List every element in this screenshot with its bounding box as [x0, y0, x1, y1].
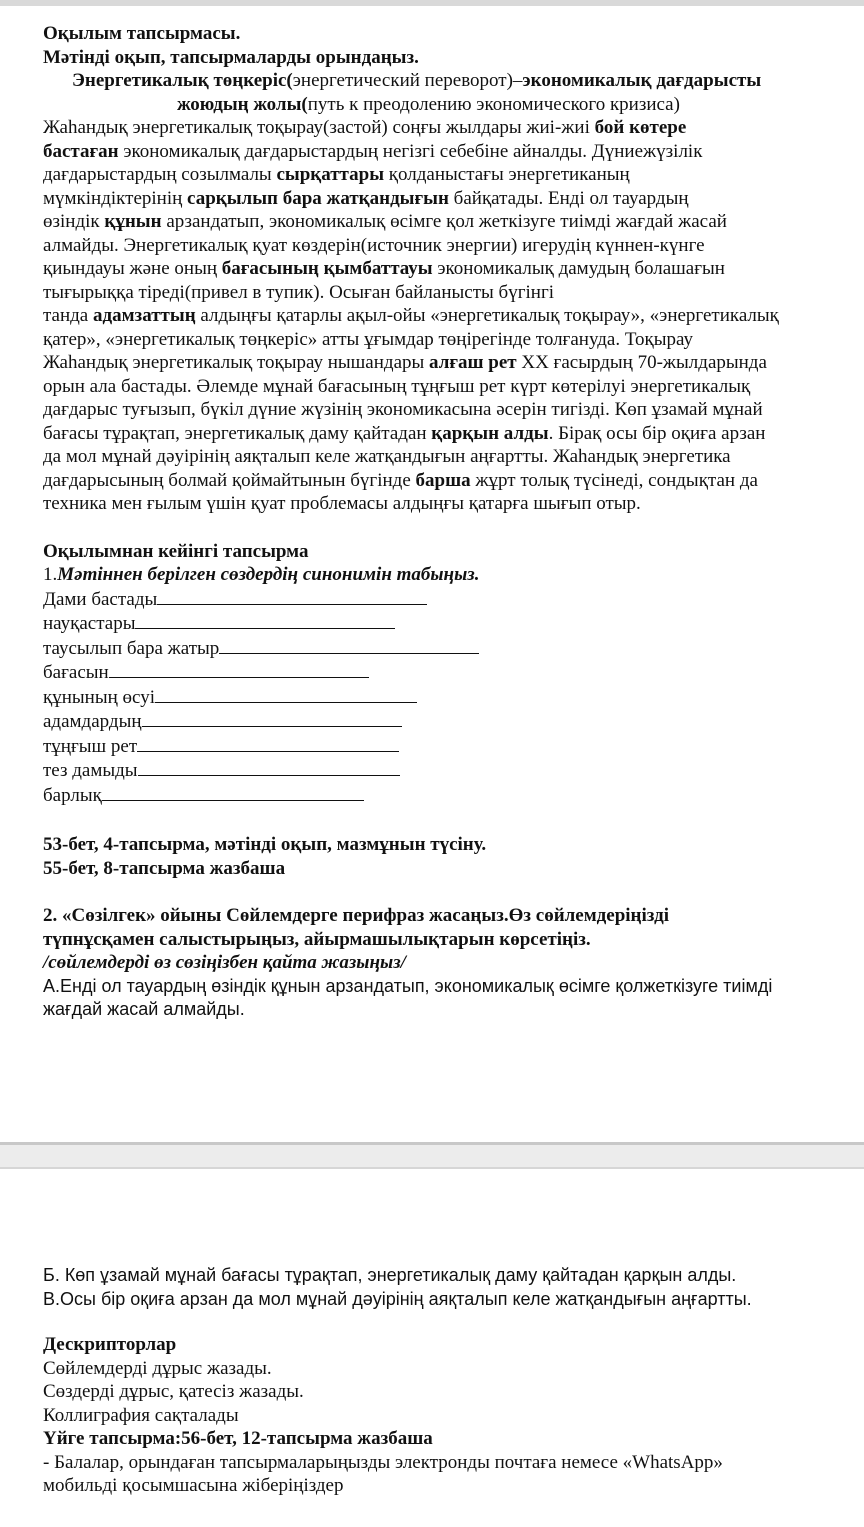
- synonym-word: барлық: [43, 784, 102, 806]
- descriptors-title: Дескрипторлар: [43, 1334, 177, 1355]
- answer-blank[interactable]: [102, 783, 364, 801]
- highlighted-word: алғаш рет: [429, 352, 517, 373]
- paragraph-text: арзандатып, экономикалық өсімге қол жеткізуге тиімді жағдай жасай: [161, 211, 727, 232]
- synonym-item: [43, 783, 864, 808]
- sentence-a-line-2: жағдай жасай алмайды.: [43, 999, 245, 1019]
- text-heading-line-2: [43, 93, 864, 117]
- highlighted-word: барша: [415, 469, 471, 491]
- highlighted-word: бағасының қымбаттауы: [221, 258, 433, 279]
- highlighted-word: сарқылып бара жатқандығын: [187, 187, 449, 209]
- paragraph-line: [43, 375, 864, 399]
- answer-blank[interactable]: [137, 734, 399, 752]
- paragraph-text: қиындауы және оның: [43, 258, 222, 279]
- paragraph-line: [43, 398, 864, 422]
- paragraph-line: [43, 469, 864, 493]
- paragraph-text: экономикалық дағдарыстардың негізгі себебіне айналды. Дүниежүзілік: [118, 140, 703, 162]
- send-instruction-line-1: - Балалар, орындаған тапсырмаларыңызды электронды почтаға немесе «WhatsApp»: [43, 1451, 723, 1473]
- paragraph-text: орын ала бастады. Әлемде мұнай бағасының тұңғыш рет күрт көтерілуі энергетикалық: [43, 375, 751, 397]
- paragraph-text: қолданыстағы энергетиканың: [384, 164, 630, 185]
- highlighted-word: құнын: [104, 211, 162, 232]
- synonym-item: [43, 611, 864, 636]
- task-2-line-1: 2. «Сөзілгек» ойыны Сөйлемдерге перифраз жасаңыз.Өз сөйлемдеріңізді: [43, 905, 669, 926]
- synonym-word: Дами бастады: [43, 588, 158, 610]
- paragraph-text: танда: [43, 305, 93, 326]
- homework-line-1: 53-бет, 4-тапсырма, мәтінді оқып, мазмұнын түсіну.: [43, 834, 487, 855]
- paragraph-line: [43, 116, 864, 140]
- paragraph-text: Жаһандық энергетикалық тоқырау нышандары: [43, 352, 430, 373]
- paragraph-text: өзіндік: [43, 211, 105, 232]
- paragraph-line: [43, 445, 864, 469]
- paragraph-text: Жаһандық энергетикалық тоқырау(застой) соңғы жылдары жиі-жиі: [43, 117, 595, 138]
- paragraph-text: дағдарыстардың созылмалы: [43, 164, 277, 185]
- descriptor-item: Сөздерді дұрыс, қатесіз жазады.: [43, 1381, 304, 1402]
- homework-title: Үйге тапсырма:56-бет, 12-тапсырма жазбаша: [43, 1428, 433, 1449]
- heading-part: путь к преодолению экономического кризиса): [307, 93, 680, 115]
- sentence-a-line-1: А.Енді ол тауардың өзіндік құнын арзандатып, экономикалық өсімге қолжеткізуге тиімді: [43, 975, 773, 996]
- highlighted-word: бой көтере: [594, 117, 687, 138]
- synonym-word: адамдардың: [43, 711, 142, 732]
- page-2-content: [43, 1264, 864, 1498]
- answer-blank[interactable]: [109, 660, 369, 678]
- paragraph-line: [43, 492, 864, 516]
- reading-paragraph: [43, 116, 864, 516]
- task-1-text: Мәтіннен берілген сөздердің синонимін табыңыз.: [57, 564, 480, 585]
- synonym-word: тез дамыды: [43, 760, 138, 781]
- synonym-item: [43, 685, 864, 710]
- synonym-word: тұңғыш рет: [43, 735, 138, 757]
- paragraph-line: [43, 187, 864, 211]
- paragraph-line: [43, 140, 864, 164]
- descriptor-item: Сөйлемдерді дұрыс жазады.: [43, 1357, 272, 1379]
- heading-part: экономикалық дағдарысты: [522, 70, 762, 91]
- answer-blank[interactable]: [142, 709, 402, 727]
- task-1-prompt: [43, 563, 864, 587]
- synonym-word: бағасын: [43, 662, 109, 683]
- paragraph-text: мүмкіндіктерінің: [43, 187, 188, 209]
- document-page-2: [0, 1166, 864, 1527]
- heading-part: энергетический переворот)–: [292, 70, 523, 91]
- post-reading-title: Оқылымнан кейінгі тапсырма: [43, 540, 309, 562]
- task-2-note: /сөйлемдерді өз сөзіңізбен қайта жазыңыз/: [43, 952, 406, 973]
- paragraph-line: [43, 163, 864, 187]
- synonym-word-list: [43, 587, 864, 808]
- paragraph-text: дағдарысының болмай қоймайтынын бүгінде: [43, 469, 416, 491]
- paragraph-text: ХХ ғасырдың 70-жылдарында: [516, 352, 767, 373]
- answer-blank[interactable]: [138, 758, 400, 776]
- paragraph-line: [43, 422, 864, 446]
- paragraph-line: [43, 257, 864, 281]
- synonym-item: [43, 758, 864, 783]
- highlighted-word: бастаған: [43, 140, 119, 162]
- synonym-item: [43, 587, 864, 612]
- paragraph-line: [43, 281, 864, 305]
- paragraph-text: дағдарыс туғызып, бүкіл дүние жүзінің экономикасына әсерін тигізді. Көп ұзамай мұнай: [43, 399, 763, 420]
- paragraph-line: [43, 210, 864, 234]
- synonym-item: [43, 709, 864, 734]
- homework-line-2: 55-бет, 8-тапсырма жазбаша: [43, 857, 286, 879]
- task-title: Оқылым тапсырмасы.: [43, 23, 241, 44]
- answer-blank[interactable]: [135, 611, 395, 629]
- paragraph-text: экономикалық дамудың болашағын: [432, 258, 725, 279]
- paragraph-text: жұрт толық түсінеді, сондықтан да: [470, 469, 758, 491]
- synonym-word: науқастары: [43, 613, 136, 634]
- paragraph-text: алдыңғы қатарлы ақыл-ойы «энергетикалық тоқырау», «энергетикалық: [195, 305, 779, 326]
- paragraph-line: [43, 234, 864, 258]
- highlighted-word: қарқын алды: [431, 422, 549, 444]
- send-instruction-line-2: мобильді қосымшасына жіберіңіздер: [43, 1475, 344, 1496]
- heading-part: Энергетикалық төңкеріс(: [72, 70, 293, 91]
- heading-part: жоюдың жолы(: [177, 93, 308, 115]
- paragraph-text: бағасы тұрақтап, энергетикалық даму қайтадан: [43, 422, 432, 444]
- descriptor-item: Коллиграфия сақталады: [43, 1404, 239, 1426]
- page-separator: [0, 1142, 864, 1169]
- paragraph-text: . Бірақ осы бір оқиға арзан: [548, 422, 766, 444]
- task-1-number: 1.: [43, 564, 58, 585]
- text-heading-line-1: [43, 69, 864, 93]
- paragraph-text: тығырыққа тіреді(привел в тупик). Осыған байланысты бүгінгі: [43, 281, 555, 303]
- paragraph-line: [43, 328, 864, 352]
- highlighted-word: адамзаттың: [93, 305, 196, 326]
- page-1-content: [43, 22, 864, 1022]
- task-instruction: Мәтінді оқып, тапсырмаларды орындаңыз.: [43, 46, 419, 68]
- answer-blank[interactable]: [155, 685, 417, 703]
- paragraph-text: алмайды. Энергетикалық қуат көздерін(источник энергии) игерудің күннен-күнге: [43, 234, 705, 256]
- paragraph-text: байқатады. Енді ол тауардың: [448, 187, 689, 209]
- paragraph-text: да мол мұнай дәуірінің аяқталып келе жатқандығын аңғартты. Жаһандық энергетика: [43, 446, 731, 467]
- document-page-1: [0, 6, 864, 1142]
- sentence-b: Б. Көп ұзамай мұнай бағасы тұрақтап, энергетикалық даму қайтадан қарқын алды.: [43, 1265, 737, 1285]
- synonym-item: [43, 734, 864, 759]
- paragraph-line: [43, 351, 864, 375]
- answer-blank[interactable]: [219, 636, 479, 654]
- sentence-v: В.Осы бір оқиға арзан да мол мұнай дәуірінің аяқталып келе жатқандығын аңғартты.: [43, 1288, 752, 1309]
- task-2-line-2: түпнұсқамен салыстырыңыз, айырмашылықтарын көрсетіңіз.: [43, 928, 591, 950]
- synonym-item: [43, 636, 864, 661]
- synonym-item: [43, 660, 864, 685]
- paragraph-text: техника мен ғылым үшін қуат проблемасы алдыңғы қатарға шығып отыр.: [43, 493, 641, 514]
- highlighted-word: сырқаттары: [276, 164, 385, 185]
- synonym-word: таусылып бара жатыр: [43, 637, 220, 659]
- answer-blank[interactable]: [157, 587, 427, 605]
- paragraph-line: [43, 304, 864, 328]
- synonym-word: құнының өсуі: [43, 686, 155, 708]
- paragraph-text: қатер», «энергетикалық төңкеріс» атты ұғымдар төңірегінде толғануда. Тоқырау: [43, 328, 693, 350]
